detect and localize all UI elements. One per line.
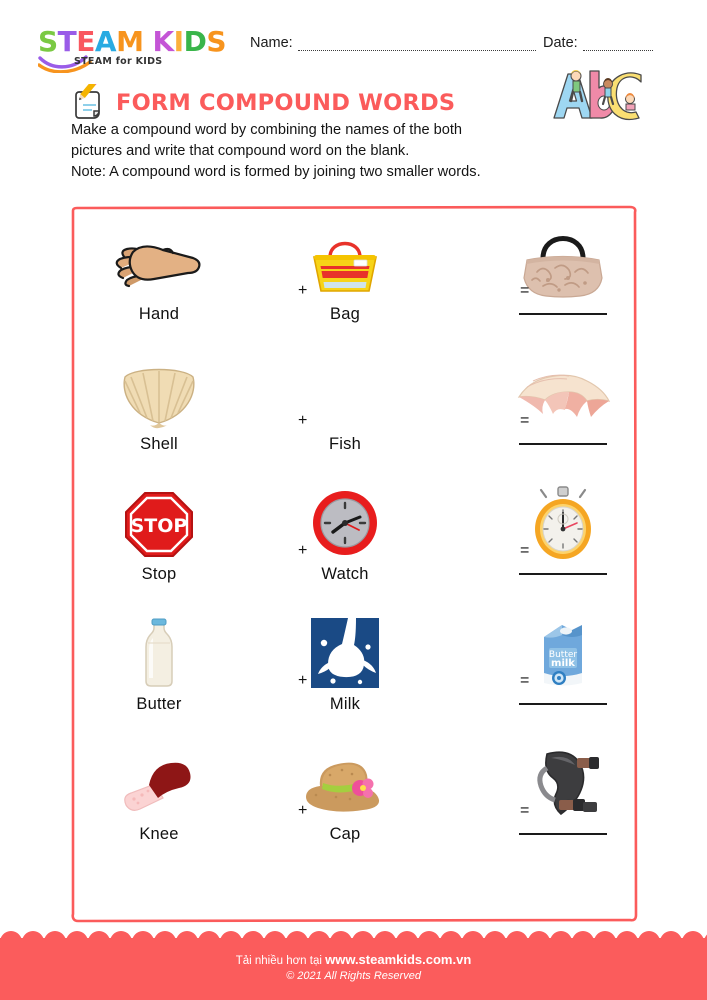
date-field[interactable] [543, 35, 653, 51]
word-picture-cell [270, 617, 420, 747]
date-input-line[interactable] [583, 40, 653, 51]
picture-label: Stop [141, 565, 177, 583]
milk-bottle-icon [104, 617, 214, 689]
answer-blank-line[interactable] [519, 573, 607, 575]
title-row [72, 84, 455, 122]
knee-icon [104, 747, 214, 819]
table-row [70, 617, 638, 747]
stop-sign-icon [104, 487, 214, 559]
instructions [71, 120, 591, 183]
table-row [70, 487, 638, 617]
logo-letter: M [116, 25, 144, 58]
logo-letter: K [152, 25, 174, 58]
notepad-pencil-icon [72, 84, 106, 122]
page-title: FORM COMPOUND WORDS [116, 90, 456, 116]
name-label: Name: [250, 35, 293, 51]
logo-letter: E [76, 25, 95, 58]
page-footer [0, 940, 707, 1000]
answer-cell[interactable] [488, 487, 638, 617]
footer-site-line [0, 952, 707, 967]
name-input-line[interactable] [298, 40, 536, 51]
logo-letter: D [183, 25, 207, 58]
word-picture-cell [270, 227, 420, 357]
picture-label: Knee [139, 825, 179, 843]
picture-label: Cap [329, 825, 361, 843]
abc-blocks-icon [548, 66, 646, 122]
compound-word-rows [70, 205, 638, 923]
word-picture-cell [270, 747, 420, 877]
instruction-line-1: Make a compound word by combining the names of the both [71, 122, 463, 138]
instruction-line-2: pictures and write that compound word on the blank. [71, 143, 410, 159]
picture-label: Shell [140, 435, 178, 453]
svg-text:STOP: STOP [130, 515, 188, 537]
svg-text:Butter: Butter [548, 650, 578, 660]
name-field[interactable] [250, 35, 536, 51]
picture-label: Fish [329, 435, 361, 453]
picture-label: Milk [329, 695, 361, 713]
table-row [70, 357, 638, 487]
logo-letter: A [94, 25, 117, 58]
instruction-line-3: Note: A compound word is formed by joining two smaller words. [71, 164, 481, 180]
word-picture-cell [84, 747, 234, 877]
word-picture-cell [84, 487, 234, 617]
equals-operator: = [520, 672, 530, 689]
page-header [0, 0, 707, 72]
scallop-edge-icon [0, 929, 707, 942]
equals-operator: = [520, 542, 530, 559]
word-picture-cell [84, 617, 234, 747]
hand-icon [104, 227, 214, 299]
svg-text:milk: milk [551, 658, 575, 669]
answer-cell[interactable] [488, 747, 638, 877]
equals-operator: = [520, 412, 530, 429]
answer-blank-line[interactable] [519, 313, 607, 315]
word-picture-cell [270, 487, 420, 617]
equals-operator: = [520, 282, 530, 299]
plus-operator: + [298, 542, 308, 559]
word-picture-cell [84, 227, 234, 357]
picture-label: Watch [321, 565, 369, 583]
equals-operator: = [520, 802, 530, 819]
plus-operator: + [298, 282, 308, 299]
footer-copyright: © 2021 All Rights Reserved [286, 970, 421, 982]
answer-cell[interactable] [488, 227, 638, 357]
footer-prefix: Tải nhiều hơn tại [235, 955, 326, 967]
answer-blank-line[interactable] [519, 443, 607, 445]
date-label: Date: [543, 35, 578, 51]
table-row [70, 747, 638, 877]
logo-letter: S [206, 25, 227, 58]
logo-letter: S [38, 25, 58, 58]
answer-blank-line[interactable] [519, 833, 607, 835]
answer-blank-line[interactable] [519, 703, 607, 705]
logo-tagline: STEAM for KIDS [74, 56, 163, 67]
table-row [70, 227, 638, 357]
picture-label: Butter [136, 695, 182, 713]
steam-kids-logo [38, 27, 238, 73]
logo-letter: T [57, 25, 77, 58]
plus-operator: + [298, 802, 308, 819]
picture-label: Hand [138, 305, 180, 323]
logo-letter: I [173, 25, 184, 58]
word-picture-cell [84, 357, 234, 487]
footer-site-link[interactable]: www.steamkids.com.vn [325, 952, 472, 967]
picture-label: Bag [330, 305, 360, 323]
answer-cell[interactable] [488, 617, 638, 747]
plus-operator: + [298, 672, 308, 689]
answer-cell[interactable] [488, 357, 638, 487]
scallop-shell-icon [104, 357, 214, 429]
word-picture-cell [270, 357, 420, 487]
plus-operator: + [298, 412, 308, 429]
